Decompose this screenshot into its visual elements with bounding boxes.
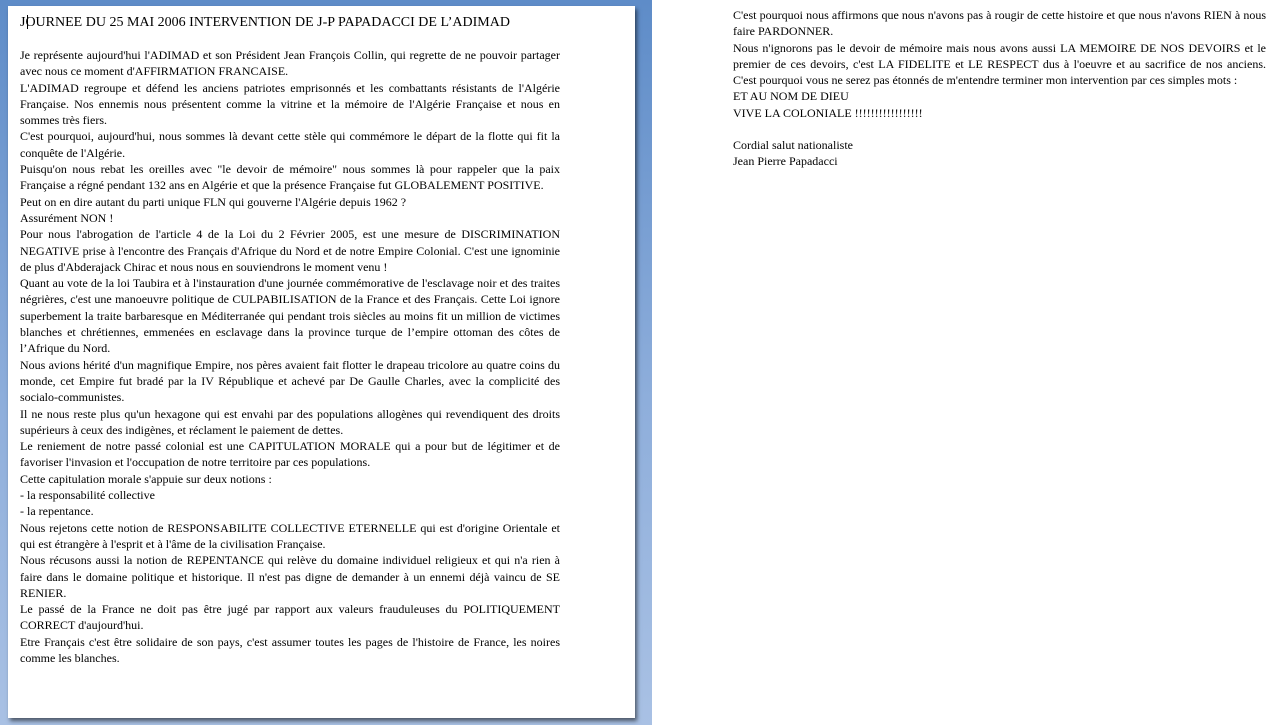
- list-item: - la repentance.: [20, 504, 94, 519]
- paragraph: C'est pourquoi nous affirmons que nous n'avons pas à rougir de cette histoire et que nous n'avons RIEN à nous faire PARDONNER.: [733, 8, 1266, 39]
- paragraph: Etre Français c'est être solidaire de son pays, c'est assumer toutes les pages de l'histoire de France, les noires comme les blanches.: [20, 634, 560, 665]
- paragraph: Il ne nous reste plus qu'un hexagone qui est envahi par des populations allogènes qui revendiquent des droits supérieurs à ceux des indigènes, et réclament le paiement de dettes.: [20, 406, 560, 437]
- paragraph: Quant au vote de la loi Taubira et à l'instauration d'une journée commémorative de l'esclavage noir et des traites négrières, c'est une manoeuvre politique de CULPABILISATION de la France et des Français. Cette Loi ignore superbement la traite barbaresque en Méditerranée qui pendant trois siècles au moins fit un million de victimes blanches et chrétiennes, emmenées en esclavage dans la province turque de l’empire ottoman des côtes de l’Afrique du Nord.: [20, 276, 560, 356]
- paragraph: Nous récusons aussi la notion de REPENTANCE qui relève du domaine individuel religieux et qui n'a rien à faire dans le domaine politique et historique. Il n'est pas digne de demander à un ennemi déjà vaincu de SE RENIER.: [20, 553, 560, 600]
- blank-line: [733, 121, 1266, 137]
- paragraph: Peut on en dire autant du parti unique FLN qui gouverne l'Algérie depuis 1962 ?: [20, 194, 407, 209]
- exclamation-line: VIVE LA COLONIALE !!!!!!!!!!!!!!!!!: [733, 105, 923, 120]
- paragraph: Cette capitulation morale s'appuie sur deux notions :: [20, 471, 272, 486]
- paragraph: Puisqu'on nous rebat les oreilles avec "le devoir de mémoire" nous sommes là pour rappeler que la paix Française a régné pendant 132 ans en Algérie et que la présence Française fut GLOBALEMENT POSITIVE.: [20, 162, 560, 193]
- author-signature: Jean Pierre Papadacci: [733, 154, 838, 169]
- closing-salutation: Cordial salut nationaliste: [733, 138, 853, 153]
- list-item: - la responsabilité collective: [20, 488, 155, 503]
- paragraph: Nous n'ignorons pas le devoir de mémoire mais nous avons aussi LA MEMOIRE DE NOS DEVOIRS et le premier de ces devoirs, c'est LA FIDELITE et LE RESPECT dus à l'oeuvre et au sacrifice de nos anciens. C'est pourquoi vous ne serez pas étonnés de m'entendre terminer mon intervention par ces simples mots :: [733, 40, 1266, 88]
- paragraph: Je représente aujourd'hui l'ADIMAD et son Président Jean François Collin, qui regrette de ne pouvoir partager avec nous ce moment d'AFFIRMATION FRANCAISE.: [20, 48, 560, 79]
- document-page-1[interactable]: [8, 6, 635, 718]
- paragraph: C'est pourquoi, aujourd'hui, nous sommes là devant cette stèle qui commémore le départ de la flotte qui fit la conquête de l'Algérie.: [20, 129, 560, 160]
- paragraph: L'ADIMAD regroupe et défend les anciens patriotes emprisonnés et les combattants résistants de l'Algérie Française. Nos ennemis nous présentent comme la vitrine et la mémoire de l'Algérie Française et nous en sommes très fiers.: [20, 80, 560, 128]
- paragraph: Le passé de la France ne doit pas être jugé par rapport aux valeurs frauduleuses du POLITIQUEMENT CORRECT d'aujourd'hui.: [20, 602, 560, 633]
- paragraph: Le reniement de notre passé colonial est une CAPITULATION MORALE qui a pour but de légitimer et de favoriser l'invasion et l'occupation de notre territoire par ces populations.: [20, 439, 560, 470]
- paragraph: Nous avions hérité d'un magnifique Empire, nos pères avaient fait flotter le drapeau tricolore au quatre coins du monde, cet Empire fut bradé par la IV République et achevé par De Gaulle Charles, avec la complicité des socialo-communistes.: [20, 357, 560, 405]
- document-page-2[interactable]: [733, 7, 1266, 170]
- paragraph: Assurément NON !: [20, 210, 114, 225]
- document-heading: JOURNEE DU 25 MAI 2006 INTERVENTION DE J-P PAPADACCI DE L’ADIMAD: [20, 15, 510, 30]
- paragraph: Nous rejetons cette notion de RESPONSABILITE COLLECTIVE ETERNELLE qui est d'origine Orientale et qui est étrangère à l'esprit et à l'âme de la civilisation Française.: [20, 520, 560, 551]
- exclamation-line: ET AU NOM DE DIEU: [733, 89, 849, 104]
- page-1-body: [20, 15, 560, 666]
- paragraph: Pour nous l'abrogation de l'article 4 de la Loi du 2 Février 2005, est une mesure de DISCRIMINATION NEGATIVE prise à l'encontre des Français d'Afrique du Nord et de notre Empire Colonial. C'est une ignominie de plus d'Abderajack Chirac et nous nous en souviendrons le moment venu !: [20, 227, 560, 274]
